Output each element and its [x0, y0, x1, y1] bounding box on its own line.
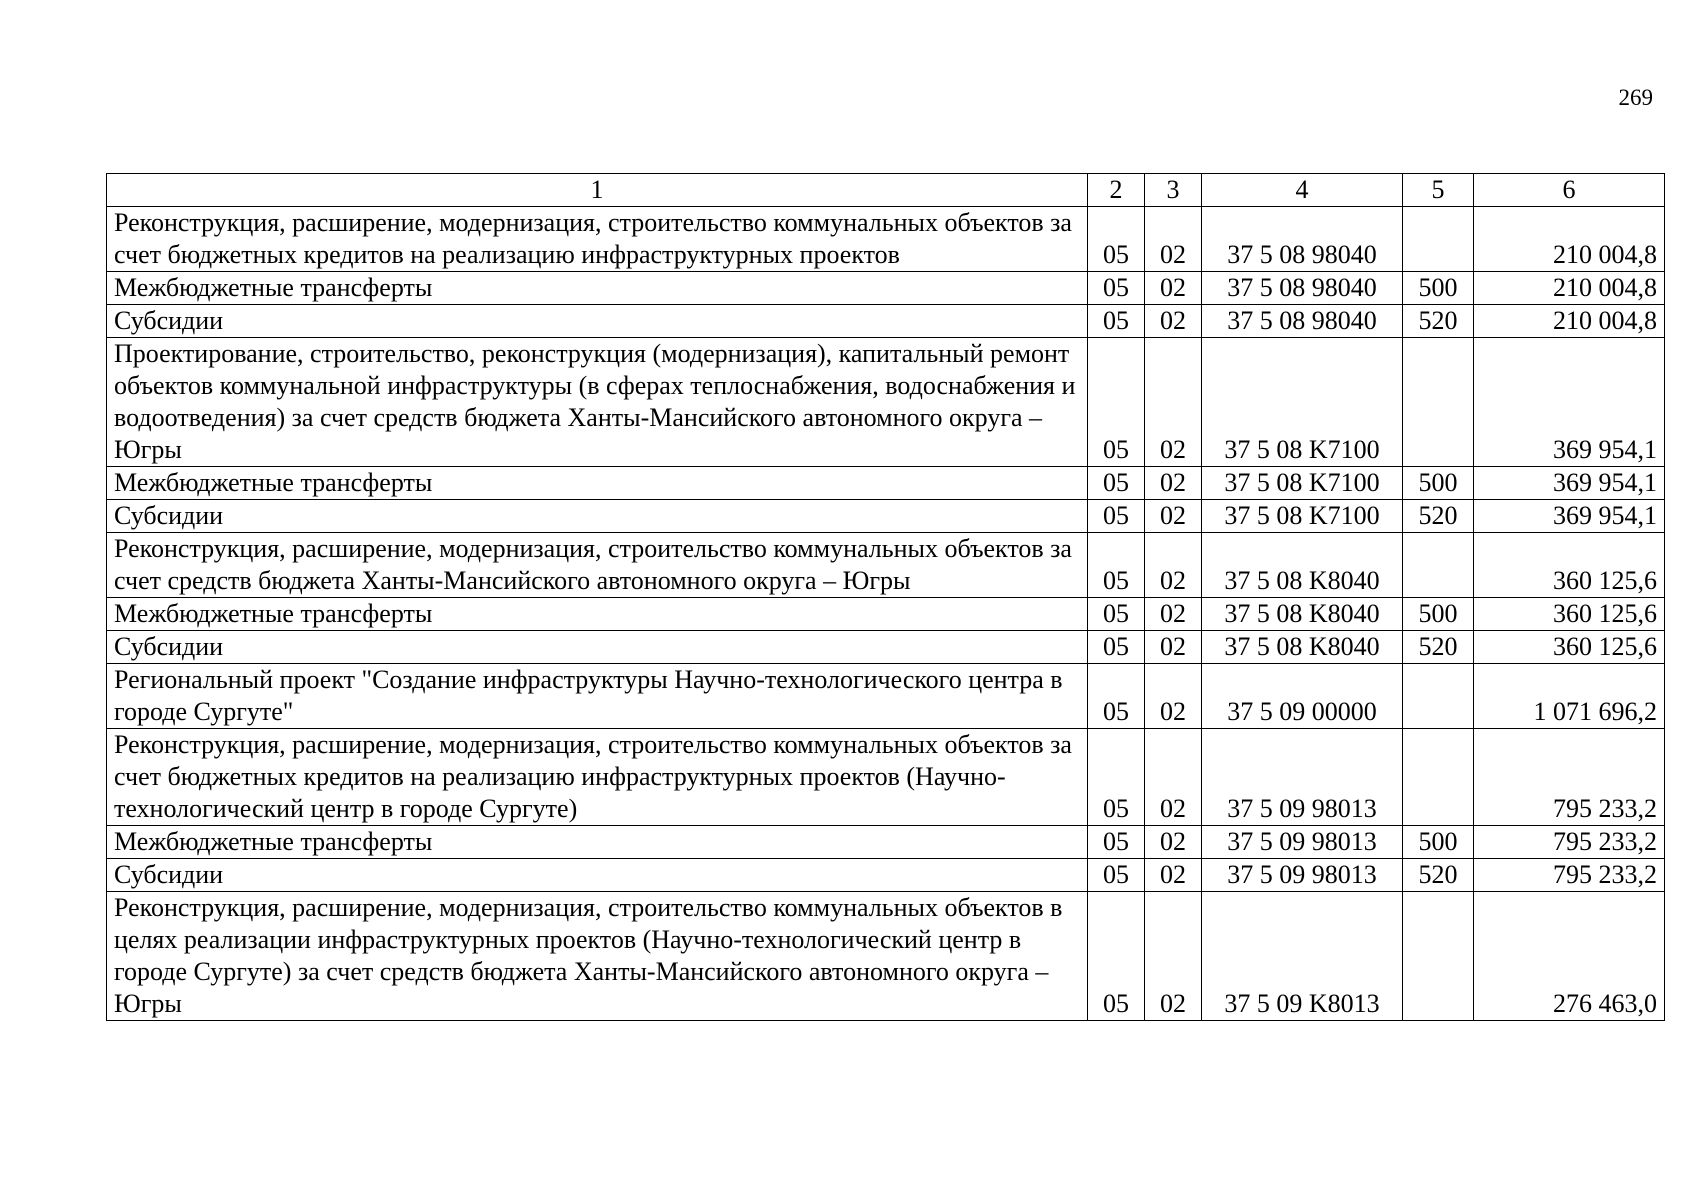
- row-expense-type: 520: [1403, 631, 1474, 664]
- row-target-code: 37 5 09 00000: [1202, 664, 1403, 729]
- column-header-3: 3: [1145, 174, 1202, 207]
- row-name: Реконструкция, расширение, модернизация, строительство коммунальных объектов за счет средств бюджета Ханты-Мансийского автономного округа – Югры: [107, 533, 1088, 598]
- row-name: Межбюджетные трансферты: [107, 598, 1088, 631]
- row-target-code: 37 5 09 98013: [1202, 859, 1403, 892]
- row-amount: 360 125,6: [1474, 631, 1665, 664]
- row-amount: 795 233,2: [1474, 859, 1665, 892]
- row-target-code: 37 5 08 K7100: [1202, 500, 1403, 533]
- row-subsection: 02: [1145, 305, 1202, 338]
- row-expense-type: 500: [1403, 598, 1474, 631]
- row-target-code: 37 5 08 98040: [1202, 207, 1403, 272]
- row-target-code: 37 5 08 98040: [1202, 272, 1403, 305]
- page-number: 269: [1618, 85, 1653, 110]
- row-name: Субсидии: [107, 631, 1088, 664]
- row-name: Реконструкция, расширение, модернизация, строительство коммунальных объектов за счет бюджетных кредитов на реализацию инфраструктурных проектов (Научно-технологический центр в городе Сургуте): [107, 729, 1088, 826]
- row-name: Межбюджетные трансферты: [107, 467, 1088, 500]
- row-name: Межбюджетные трансферты: [107, 826, 1088, 859]
- row-subsection: 02: [1145, 729, 1202, 826]
- table-row: [107, 826, 1665, 859]
- row-name: Субсидии: [107, 500, 1088, 533]
- table-row: [107, 272, 1665, 305]
- row-section: 05: [1088, 500, 1145, 533]
- row-expense-type: 500: [1403, 467, 1474, 500]
- row-amount: 210 004,8: [1474, 305, 1665, 338]
- row-amount: 210 004,8: [1474, 207, 1665, 272]
- row-section: 05: [1088, 859, 1145, 892]
- row-section: 05: [1088, 533, 1145, 598]
- row-expense-type: 520: [1403, 305, 1474, 338]
- row-expense-type: 500: [1403, 826, 1474, 859]
- column-header-1: 1: [107, 174, 1088, 207]
- row-target-code: 37 5 09 98013: [1202, 729, 1403, 826]
- row-target-code: 37 5 09 98013: [1202, 826, 1403, 859]
- row-subsection: 02: [1145, 533, 1202, 598]
- table-row: [107, 859, 1665, 892]
- row-expense-type: [1403, 338, 1474, 467]
- row-amount: 369 954,1: [1474, 467, 1665, 500]
- row-name: Проектирование, строительство, реконструкция (модернизация), капитальный ремонт объектов коммунальной инфраструктуры (в сферах теплоснабжения, водоснабжения и водоотведения) за счет средств бюджета Ханты-Мансийского автономного округа – Югры: [107, 338, 1088, 467]
- table-row: [107, 729, 1665, 826]
- row-expense-type: 520: [1403, 500, 1474, 533]
- table-row: [107, 500, 1665, 533]
- row-name: Реконструкция, расширение, модернизация, строительство коммунальных объектов за счет бюджетных кредитов на реализацию инфраструктурных проектов: [107, 207, 1088, 272]
- row-target-code: 37 5 08 98040: [1202, 305, 1403, 338]
- column-header-2: 2: [1088, 174, 1145, 207]
- table-header-row: [107, 174, 1665, 207]
- table-row: [107, 892, 1665, 1021]
- column-header-4: 4: [1202, 174, 1403, 207]
- row-target-code: 37 5 09 K8013: [1202, 892, 1403, 1021]
- row-section: 05: [1088, 892, 1145, 1021]
- row-expense-type: [1403, 892, 1474, 1021]
- row-amount: 795 233,2: [1474, 729, 1665, 826]
- row-subsection: 02: [1145, 892, 1202, 1021]
- row-amount: 369 954,1: [1474, 338, 1665, 467]
- row-subsection: 02: [1145, 338, 1202, 467]
- row-amount: 210 004,8: [1474, 272, 1665, 305]
- row-expense-type: [1403, 207, 1474, 272]
- row-section: 05: [1088, 305, 1145, 338]
- row-amount: 276 463,0: [1474, 892, 1665, 1021]
- row-section: 05: [1088, 272, 1145, 305]
- row-expense-type: [1403, 533, 1474, 598]
- row-subsection: 02: [1145, 272, 1202, 305]
- row-name: Реконструкция, расширение, модернизация, строительство коммунальных объектов в целях реализации инфраструктурных проектов (Научно-технологический центр в городе Сургуте) за счет средств бюджета Ханты-Мансийского автономного округа – Югры: [107, 892, 1088, 1021]
- row-section: 05: [1088, 338, 1145, 467]
- row-amount: 360 125,6: [1474, 598, 1665, 631]
- table-row: [107, 598, 1665, 631]
- column-header-5: 5: [1403, 174, 1474, 207]
- row-target-code: 37 5 08 K8040: [1202, 631, 1403, 664]
- table-row: [107, 631, 1665, 664]
- row-subsection: 02: [1145, 467, 1202, 500]
- row-expense-type: 520: [1403, 859, 1474, 892]
- row-name: Субсидии: [107, 859, 1088, 892]
- row-name: Субсидии: [107, 305, 1088, 338]
- row-name: Межбюджетные трансферты: [107, 272, 1088, 305]
- row-section: 05: [1088, 826, 1145, 859]
- row-section: 05: [1088, 207, 1145, 272]
- table-row: [107, 533, 1665, 598]
- row-amount: 369 954,1: [1474, 500, 1665, 533]
- row-expense-type: [1403, 729, 1474, 826]
- row-section: 05: [1088, 664, 1145, 729]
- row-subsection: 02: [1145, 631, 1202, 664]
- row-section: 05: [1088, 467, 1145, 500]
- row-subsection: 02: [1145, 500, 1202, 533]
- row-target-code: 37 5 08 K8040: [1202, 598, 1403, 631]
- row-section: 05: [1088, 729, 1145, 826]
- table-row: [107, 338, 1665, 467]
- column-header-6: 6: [1474, 174, 1665, 207]
- table-row: [107, 467, 1665, 500]
- row-target-code: 37 5 08 K7100: [1202, 338, 1403, 467]
- row-amount: 795 233,2: [1474, 826, 1665, 859]
- row-section: 05: [1088, 631, 1145, 664]
- row-section: 05: [1088, 598, 1145, 631]
- row-subsection: 02: [1145, 826, 1202, 859]
- table-row: [107, 305, 1665, 338]
- table-row: [107, 207, 1665, 272]
- row-expense-type: [1403, 664, 1474, 729]
- row-amount: 360 125,6: [1474, 533, 1665, 598]
- row-expense-type: 500: [1403, 272, 1474, 305]
- row-subsection: 02: [1145, 207, 1202, 272]
- budget-table: [106, 173, 1665, 1021]
- row-amount: 1 071 696,2: [1474, 664, 1665, 729]
- row-subsection: 02: [1145, 664, 1202, 729]
- table-row: [107, 664, 1665, 729]
- row-target-code: 37 5 08 K8040: [1202, 533, 1403, 598]
- row-subsection: 02: [1145, 598, 1202, 631]
- row-name: Региональный проект "Создание инфраструктуры Научно-технологического центра в городе Сургуте": [107, 664, 1088, 729]
- row-target-code: 37 5 08 K7100: [1202, 467, 1403, 500]
- row-subsection: 02: [1145, 859, 1202, 892]
